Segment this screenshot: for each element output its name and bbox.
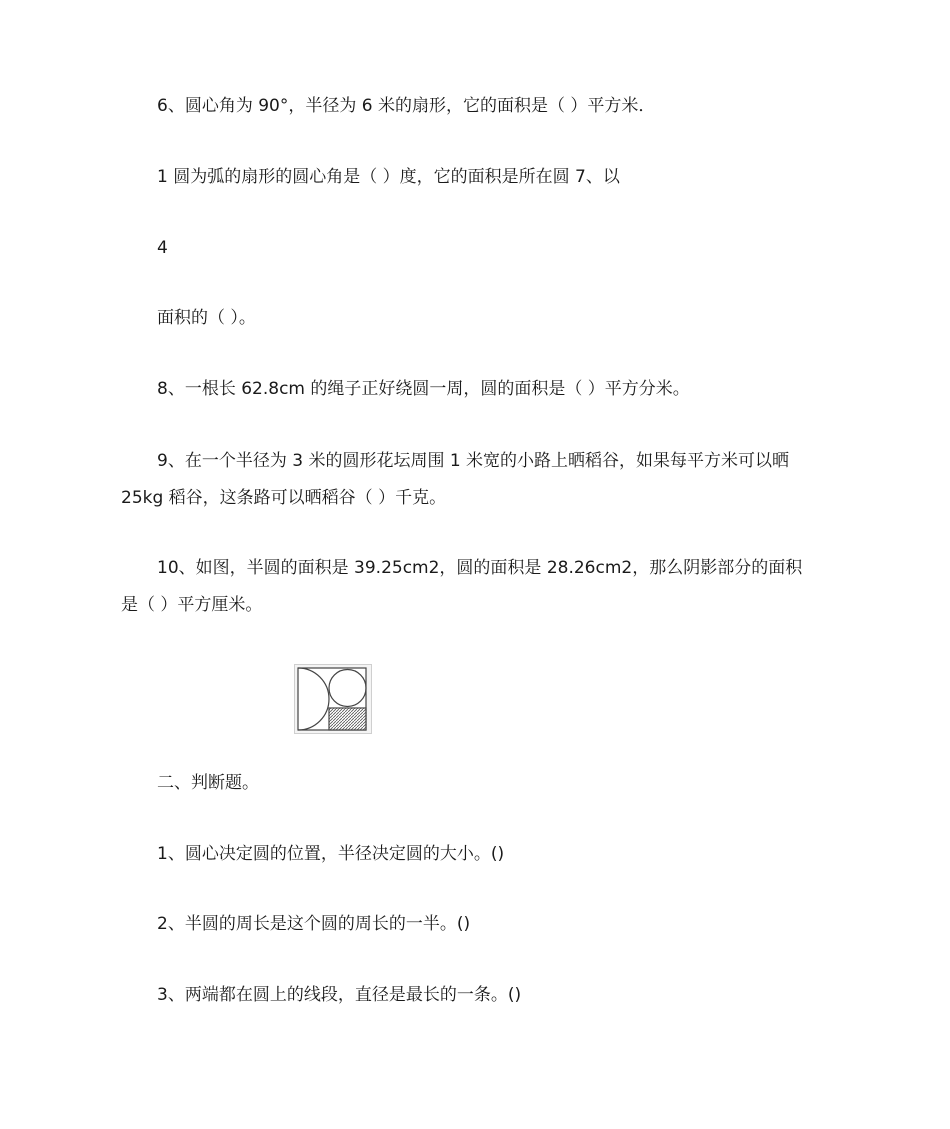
semicircle-circle-diagram xyxy=(294,664,372,734)
question-10-line-1: 10、如图，半圆的面积是 39.25cm2，圆的面积是 28.26cm2，那么阴影部分的面积 xyxy=(157,558,803,578)
question-8: 8、一根长 62.8cm 的绳子正好绕圆一周，圆的面积是（ ）平方分米。 xyxy=(157,379,690,399)
question-6: 6、圆心角为 90°，半径为 6 米的扇形，它的面积是（ ）平方米． xyxy=(157,96,656,116)
judgment-3: 3、两端都在圆上的线段，直径是最长的一条。() xyxy=(157,985,522,1005)
section-2-heading: 二、判断题。 xyxy=(157,773,259,793)
question-9-line-1: 9、在一个半径为 3 米的圆形花坛周围 1 米宽的小路上晒稻谷，如果每平方米可以晒 xyxy=(157,451,790,471)
question-9-line-2: 25kg 稻谷，这条路可以晒稻谷（ ）千克。 xyxy=(121,488,447,508)
shaded-region xyxy=(329,708,366,730)
judgment-2: 2、半圆的周长是这个圆的周长的一半。() xyxy=(157,914,471,934)
question-10-figure xyxy=(294,664,372,734)
question-7-fraction-denominator: 4 xyxy=(157,238,168,258)
question-10-line-2: 是（ ）平方厘米。 xyxy=(121,595,263,615)
question-7-line-2: 面积的（ ）。 xyxy=(157,308,256,328)
judgment-1: 1、圆心决定圆的位置，半径决定圆的大小。() xyxy=(157,844,505,864)
question-7-line-1: 1 圆为弧的扇形的圆心角是（ ）度，它的面积是所在圆 7、以 xyxy=(157,167,620,187)
